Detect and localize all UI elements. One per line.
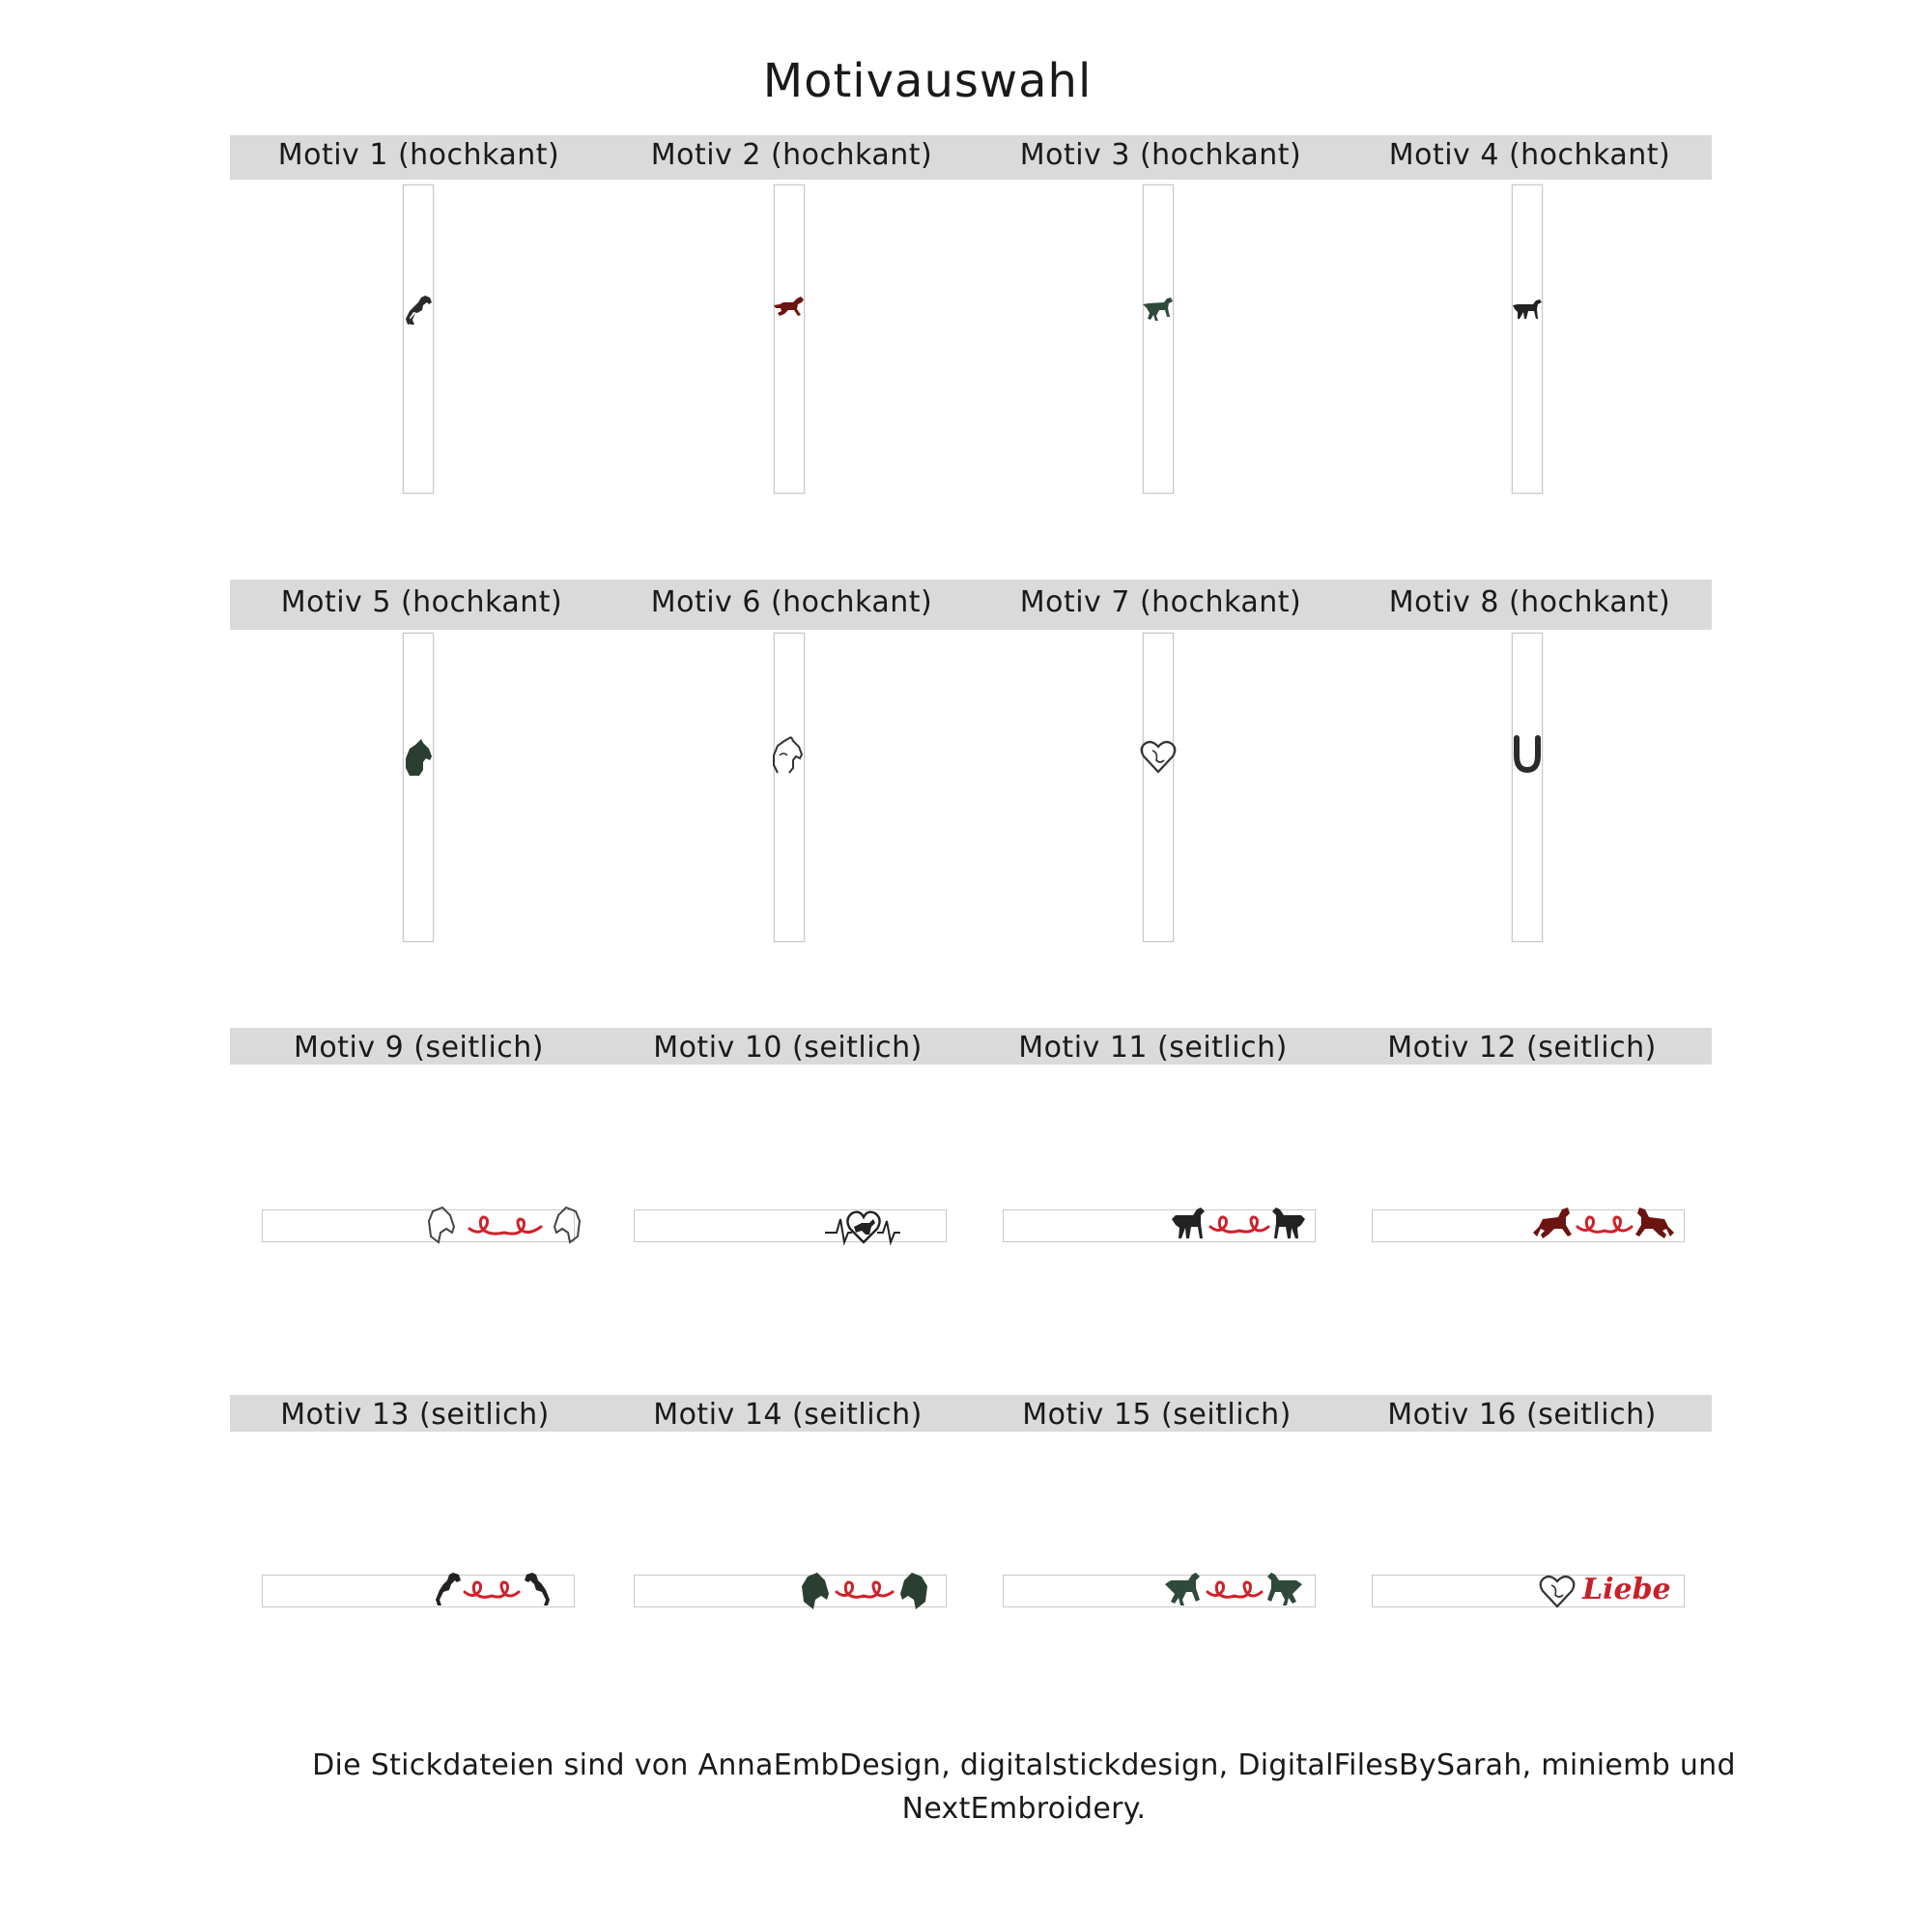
motif-5-strip[interactable]: [403, 633, 434, 942]
rearing-horses-heart-icon: [430, 1569, 555, 1611]
footer-line-1: Die Stickdateien sind von AnnaEmbDesign, digitalstickdesign, DigitalFilesBySarah, miniemb und: [312, 1748, 1736, 1782]
horse-head-icon: [402, 737, 435, 778]
trotting-horses-heart-icon: [1161, 1569, 1306, 1611]
motif-label-10: Motiv 10 (seitlich): [653, 1031, 923, 1065]
motif-label-8: Motiv 8 (hochkant): [1388, 585, 1671, 619]
motif-label-13: Motiv 13 (seitlich): [280, 1398, 550, 1432]
motif-6-strip[interactable]: [774, 633, 805, 942]
motif-label-4: Motiv 4 (hochkant): [1388, 138, 1671, 172]
galloping-horses-heart-icon: [1531, 1204, 1676, 1246]
motif-label-2: Motiv 2 (hochkant): [650, 138, 933, 172]
motif-label-7: Motiv 7 (hochkant): [1019, 585, 1302, 619]
heartbeat-horse-icon: [823, 1204, 902, 1248]
motif-7-strip[interactable]: [1143, 633, 1174, 942]
motif-1-strip[interactable]: [403, 185, 434, 494]
heart-horse-outline-icon: [1139, 737, 1178, 776]
page-title: Motivauswahl: [762, 54, 1093, 108]
motif-label-1: Motiv 1 (hochkant): [277, 138, 560, 172]
horseshoe-icon: [1510, 734, 1545, 775]
motif-2-strip[interactable]: [774, 185, 805, 494]
walking-horse-icon: [1510, 298, 1545, 321]
motif-label-16: Motiv 16 (seitlich): [1387, 1398, 1657, 1432]
motif-label-14: Motiv 14 (seitlich): [653, 1398, 923, 1432]
motif-label-6: Motiv 6 (hochkant): [650, 585, 933, 619]
liebe-text: Liebe: [1582, 1573, 1671, 1606]
horse-heads-filled-heart-icon: [800, 1569, 929, 1613]
rearing-horse-icon: [402, 293, 435, 327]
horse-head-outline-icon: [770, 734, 807, 775]
horse-heads-heart-icon: [427, 1204, 582, 1246]
motif-label-9: Motiv 9 (seitlich): [293, 1031, 545, 1065]
heart-horse-liebe-icon: [1538, 1572, 1577, 1610]
footer-credits: [213, 1744, 1835, 1831]
motif-4-strip[interactable]: [1512, 185, 1543, 494]
motif-label-3: Motiv 3 (hochkant): [1019, 138, 1302, 172]
trotting-horse-icon: [1141, 296, 1176, 325]
motif-3-strip[interactable]: [1143, 185, 1174, 494]
motif-8-strip[interactable]: [1512, 633, 1543, 942]
motif-label-5: Motiv 5 (hochkant): [280, 585, 563, 619]
galloping-horse-icon: [772, 296, 807, 323]
motif-label-12: Motiv 12 (seitlich): [1387, 1031, 1657, 1065]
footer-line-2: NextEmbroidery.: [901, 1792, 1147, 1826]
motif-label-11: Motiv 11 (seitlich): [1018, 1031, 1288, 1065]
motif-label-15: Motiv 15 (seitlich): [1022, 1398, 1292, 1432]
walking-horses-heart-icon: [1166, 1204, 1311, 1246]
